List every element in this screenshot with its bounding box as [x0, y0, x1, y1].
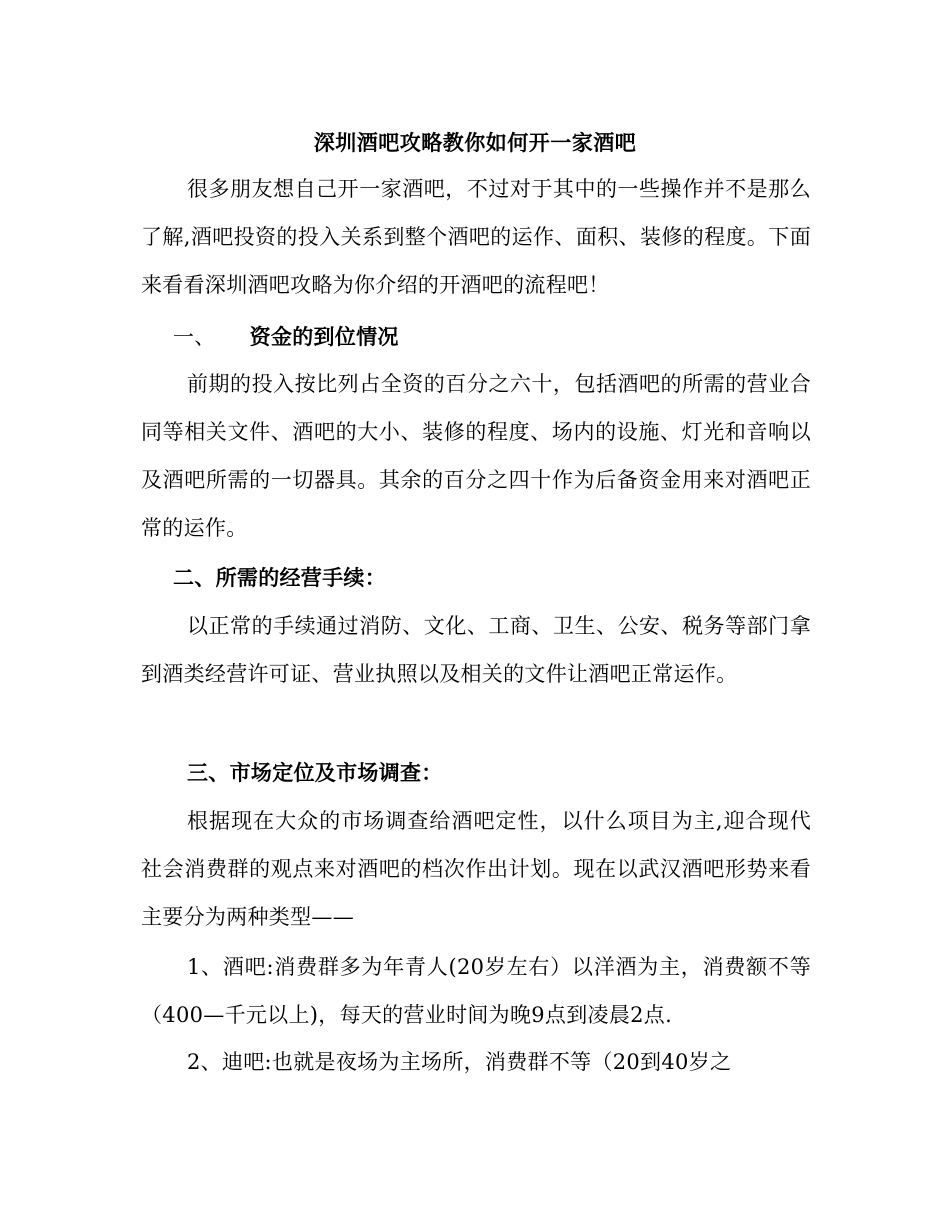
section-2-heading: 二、所需的经营手续： [173, 565, 386, 590]
intro-paragraph: 很多朋友想自己开一家酒吧，不过对于其中的一些操作并不是那么了解,酒吧投资的投入关系到整个酒吧的运作、面积、装修的程度。下面来看看深圳酒吧攻略为你介绍的开酒吧的流程吧！ [141, 177, 811, 297]
section-1-title: 资金的到位情况 [249, 324, 399, 349]
section-1-body: 前期的投入按比列占全资的百分之六十，包括酒吧的所需的营业合同等相关文件、酒吧的大小、装修的程度、场内的设施、灯光和音响以及酒吧所需的一切器具。其余的百分之四十作为后备资金用来对酒吧正常的运作。 [141, 372, 811, 540]
section-3-item-1: 1、酒吧:消费群多为年青人(20岁左右）以洋酒为主，消费额不等（400—千元以上)，每天的营业时间为晚9点到凌晨2点. [141, 955, 811, 1027]
section-3-body: 根据现在大众的市场调查给酒吧定性，以什么项目为主,迎合现代社会消费群的观点来对酒吧的档次作出计划。现在以武汉酒吧形势来看主要分为两种类型—— [141, 809, 811, 929]
section-1-number: 一、 [173, 325, 216, 349]
section-1-heading [173, 322, 399, 352]
section-3-item-2: 2、迪吧:也就是夜场为主场所，消费群不等（20到40岁之 [187, 1050, 732, 1074]
section-2-body: 以正常的手续通过消防、文化、工商、卫生、公安、税务等部门拿到酒类经营许可证、营业执照以及相关的文件让酒吧正常运作。 [141, 614, 811, 686]
document-title: 深圳酒吧攻略教你如何开一家酒吧 [313, 130, 637, 155]
section-3-heading: 三、市场定位及市场调查： [187, 760, 443, 785]
